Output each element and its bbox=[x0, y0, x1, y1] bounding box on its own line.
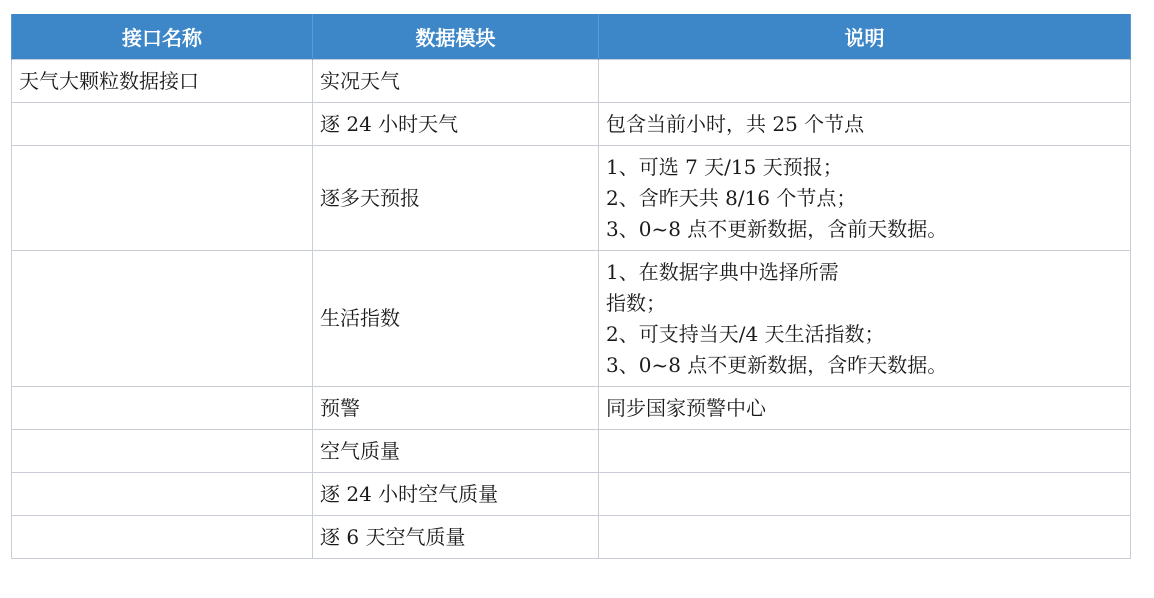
module-cell: 逐 6 天空气质量 bbox=[313, 516, 599, 559]
description-line: 3、0~8 点不更新数据，含前天数据。 bbox=[606, 216, 948, 241]
description-line: 2、可支持当天/4 天生活指数； bbox=[606, 321, 885, 346]
description-line: 包含当前小时，共 25 个节点 bbox=[606, 111, 865, 136]
interface-cell: 天气大颗粒数据接口 bbox=[12, 60, 313, 103]
module-cell: 逐多天预报 bbox=[313, 146, 599, 251]
description-cell bbox=[599, 251, 1131, 387]
module-cell: 生活指数 bbox=[313, 251, 599, 387]
module-cell: 逐 24 小时天气 bbox=[313, 103, 599, 146]
table-row bbox=[12, 516, 1131, 559]
table-body bbox=[12, 60, 1131, 559]
table-row bbox=[12, 146, 1131, 251]
description-line: 指数； bbox=[606, 290, 666, 315]
description-cell bbox=[599, 430, 1131, 473]
description-cell bbox=[599, 473, 1131, 516]
header-description: 说明 bbox=[599, 14, 1131, 60]
interface-cell bbox=[12, 146, 313, 251]
description-line: 1、在数据字典中选择所需 bbox=[606, 259, 839, 284]
table-row bbox=[12, 430, 1131, 473]
description-line: 同步国家预警中心 bbox=[606, 395, 766, 420]
header-data-module: 数据模块 bbox=[313, 14, 599, 60]
api-table bbox=[11, 14, 1131, 559]
interface-cell bbox=[12, 516, 313, 559]
module-cell: 逐 24 小时空气质量 bbox=[313, 473, 599, 516]
description-line: 2、含昨天共 8/16 个节点； bbox=[606, 185, 857, 210]
description-cell bbox=[599, 516, 1131, 559]
module-cell: 空气质量 bbox=[313, 430, 599, 473]
header-interface-name: 接口名称 bbox=[12, 14, 313, 60]
module-cell: 预警 bbox=[313, 387, 599, 430]
description-line: 3、0~8 点不更新数据，含昨天数据。 bbox=[606, 352, 948, 377]
table-row bbox=[12, 387, 1131, 430]
interface-cell bbox=[12, 430, 313, 473]
description-line: 1、可选 7 天/15 天预报； bbox=[606, 154, 843, 179]
table-row bbox=[12, 103, 1131, 146]
table-row bbox=[12, 251, 1131, 387]
interface-cell bbox=[12, 251, 313, 387]
description-cell bbox=[599, 103, 1131, 146]
table-row bbox=[12, 60, 1131, 103]
table-row bbox=[12, 473, 1131, 516]
module-cell: 实况天气 bbox=[313, 60, 599, 103]
description-cell bbox=[599, 146, 1131, 251]
interface-cell bbox=[12, 387, 313, 430]
interface-cell bbox=[12, 473, 313, 516]
table-header bbox=[12, 14, 1131, 60]
description-cell bbox=[599, 60, 1131, 103]
description-cell bbox=[599, 387, 1131, 430]
interface-cell bbox=[12, 103, 313, 146]
